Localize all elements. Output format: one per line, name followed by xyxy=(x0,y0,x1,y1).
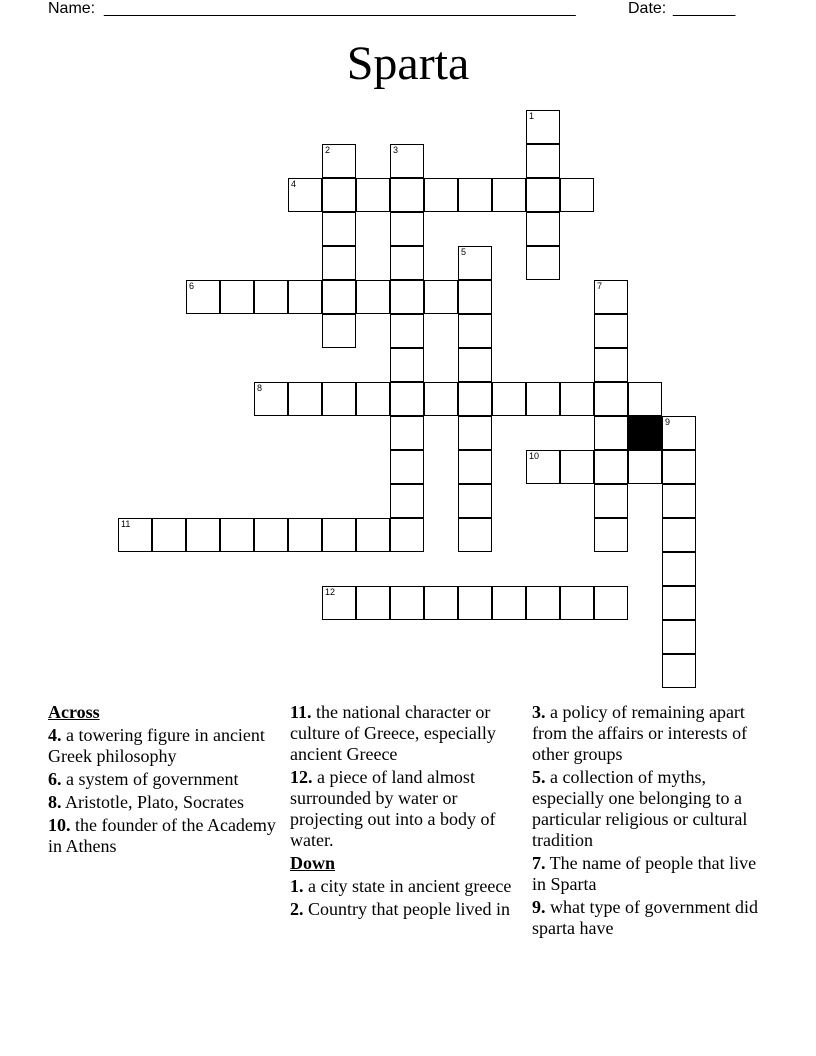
crossword-cell[interactable] xyxy=(458,246,492,280)
crossword-cell[interactable] xyxy=(390,586,424,620)
crossword-cell[interactable] xyxy=(662,654,696,688)
crossword-cell[interactable] xyxy=(662,620,696,654)
crossword-cell[interactable] xyxy=(322,246,356,280)
crossword-cell[interactable] xyxy=(186,280,220,314)
crossword-cell[interactable] xyxy=(526,212,560,246)
crossword-cell[interactable] xyxy=(560,382,594,416)
date-line: _______ xyxy=(673,0,736,17)
clue-number: 2 xyxy=(325,145,331,155)
crossword-cell[interactable] xyxy=(390,484,424,518)
crossword-cell[interactable] xyxy=(594,450,628,484)
crossword-cell[interactable] xyxy=(458,416,492,450)
clue-across-6: 6. a system of government xyxy=(48,769,239,789)
crossword-cell[interactable] xyxy=(458,484,492,518)
crossword-cell[interactable] xyxy=(390,280,424,314)
crossword-cell[interactable] xyxy=(560,586,594,620)
crossword-cell[interactable] xyxy=(492,586,526,620)
crossword-cell[interactable] xyxy=(594,348,628,382)
clue-down-7: 7. The name of people that live in Sparta xyxy=(532,853,757,894)
crossword-cell[interactable] xyxy=(288,382,322,416)
crossword-cell[interactable] xyxy=(254,382,288,416)
clue-across-8: 8. Aristotle, Plato, Socrates xyxy=(48,792,244,812)
clues-column-1 xyxy=(48,702,280,859)
clue-number: 5 xyxy=(461,247,467,257)
crossword-cell[interactable] xyxy=(356,382,390,416)
crossword-cell[interactable] xyxy=(662,552,696,586)
crossword-cell[interactable] xyxy=(458,314,492,348)
crossword-cell[interactable] xyxy=(288,518,322,552)
crossword-cell[interactable] xyxy=(322,178,356,212)
clue-down-1: 1. a city state in ancient greece xyxy=(290,876,512,896)
crossword-cell[interactable] xyxy=(594,416,628,450)
clue-down-3: 3. a policy of remaining apart from the affairs or interests of other groups xyxy=(532,702,748,764)
crossword-cell[interactable] xyxy=(526,450,560,484)
crossword-cell[interactable] xyxy=(186,518,220,552)
name-line: _____________________________________________________ xyxy=(104,0,576,17)
crossword-cell[interactable] xyxy=(526,144,560,178)
crossword-cell[interactable] xyxy=(390,246,424,280)
crossword-cell[interactable] xyxy=(390,416,424,450)
crossword-cell[interactable] xyxy=(322,212,356,246)
crossword-cell[interactable] xyxy=(288,280,322,314)
across-heading: Across xyxy=(48,702,100,722)
crossword-cell[interactable] xyxy=(560,450,594,484)
date-label: Date: xyxy=(628,0,667,17)
crossword-cell[interactable] xyxy=(390,348,424,382)
crossword-cell[interactable] xyxy=(322,382,356,416)
name-label: Name: xyxy=(48,0,96,17)
crossword-cell[interactable] xyxy=(594,314,628,348)
crossword-cell[interactable] xyxy=(662,518,696,552)
crossword-cell[interactable] xyxy=(118,518,152,552)
crossword-cell[interactable] xyxy=(288,178,322,212)
crossword-cell[interactable] xyxy=(594,280,628,314)
crossword-cell[interactable] xyxy=(424,382,458,416)
clue-number: 3 xyxy=(393,145,399,155)
clue-across-4: 4. a towering figure in ancient Greek philosophy xyxy=(48,725,265,766)
crossword-cell[interactable] xyxy=(526,178,560,212)
crossword-cell[interactable] xyxy=(526,246,560,280)
crossword-cell[interactable] xyxy=(424,178,458,212)
clue-number: 11 xyxy=(121,519,131,529)
crossword-cell[interactable] xyxy=(458,586,492,620)
crossword-cell[interactable] xyxy=(458,280,492,314)
crossword-cell[interactable] xyxy=(390,144,424,178)
crossword-cell[interactable] xyxy=(458,382,492,416)
crossword-cell[interactable] xyxy=(322,280,356,314)
clue-number: 1 xyxy=(529,111,535,121)
crossword-cell[interactable] xyxy=(390,314,424,348)
puzzle-title: Sparta xyxy=(346,37,470,90)
crossword-cell[interactable] xyxy=(560,178,594,212)
crossword-cell[interactable] xyxy=(424,280,458,314)
crossword-cell[interactable] xyxy=(390,212,424,246)
crossword-cell[interactable] xyxy=(458,450,492,484)
crossword-cell[interactable] xyxy=(458,178,492,212)
crossword-cell[interactable] xyxy=(322,144,356,178)
crossword-cell[interactable] xyxy=(390,450,424,484)
clue-down-5: 5. a collection of myths, especially one belonging to a particular religious or cultural tradition xyxy=(532,767,748,850)
crossword-cell[interactable] xyxy=(458,348,492,382)
crossword-cell[interactable] xyxy=(322,518,356,552)
crossword-cell[interactable] xyxy=(492,382,526,416)
clue-number: 7 xyxy=(597,281,603,291)
clues-column-2 xyxy=(290,702,522,922)
crossword-cell[interactable] xyxy=(662,450,696,484)
crossword-cell[interactable] xyxy=(662,416,696,450)
crossword-cell[interactable] xyxy=(662,586,696,620)
clue-number: 12 xyxy=(325,587,336,597)
clue-down-9: 9. what type of government did sparta have xyxy=(532,897,758,938)
down-heading: Down xyxy=(290,853,336,873)
crossword-cell[interactable] xyxy=(356,280,390,314)
crossword-cell[interactable] xyxy=(526,110,560,144)
crossword-cell[interactable] xyxy=(526,382,560,416)
crossword-block xyxy=(628,416,662,450)
crossword-cell[interactable] xyxy=(322,314,356,348)
crossword-cell[interactable] xyxy=(526,586,560,620)
crossword-cell[interactable] xyxy=(356,518,390,552)
crossword-cell[interactable] xyxy=(594,586,628,620)
clue-number: 9 xyxy=(665,417,671,427)
clue-across-10: 10. the founder of the Academy in Athens xyxy=(48,815,276,856)
crossword-cell[interactable] xyxy=(220,280,254,314)
clue-across-12: 12. a piece of land almost surrounded by water or projecting out into a body of water. xyxy=(290,767,496,850)
crossword-cell[interactable] xyxy=(356,586,390,620)
crossword-cell[interactable] xyxy=(594,484,628,518)
crossword-cell[interactable] xyxy=(152,518,186,552)
clue-down-2: 2. Country that people lived in xyxy=(290,899,510,919)
clue-number: 6 xyxy=(189,281,195,291)
clue-across-11: 11. the national character or culture of Greece, especially ancient Greece xyxy=(290,702,496,764)
crossword-cell[interactable] xyxy=(220,518,254,552)
clue-number: 4 xyxy=(291,179,297,189)
crossword-cell[interactable] xyxy=(390,518,424,552)
crossword-cell[interactable] xyxy=(322,586,356,620)
crossword-cell[interactable] xyxy=(594,518,628,552)
crossword-cell[interactable] xyxy=(628,450,662,484)
crossword-cell[interactable] xyxy=(390,382,424,416)
clue-number: 8 xyxy=(257,383,263,393)
crossword-cell[interactable] xyxy=(390,178,424,212)
crossword-cell[interactable] xyxy=(254,518,288,552)
crossword-cell[interactable] xyxy=(424,586,458,620)
clues-column-3 xyxy=(532,702,764,941)
crossword-cell[interactable] xyxy=(594,382,628,416)
crossword-cell[interactable] xyxy=(458,518,492,552)
crossword-cell[interactable] xyxy=(628,382,662,416)
crossword-cell[interactable] xyxy=(356,178,390,212)
crossword-cell[interactable] xyxy=(492,178,526,212)
clue-number: 10 xyxy=(529,451,540,461)
crossword-cell[interactable] xyxy=(662,484,696,518)
crossword-cell[interactable] xyxy=(254,280,288,314)
